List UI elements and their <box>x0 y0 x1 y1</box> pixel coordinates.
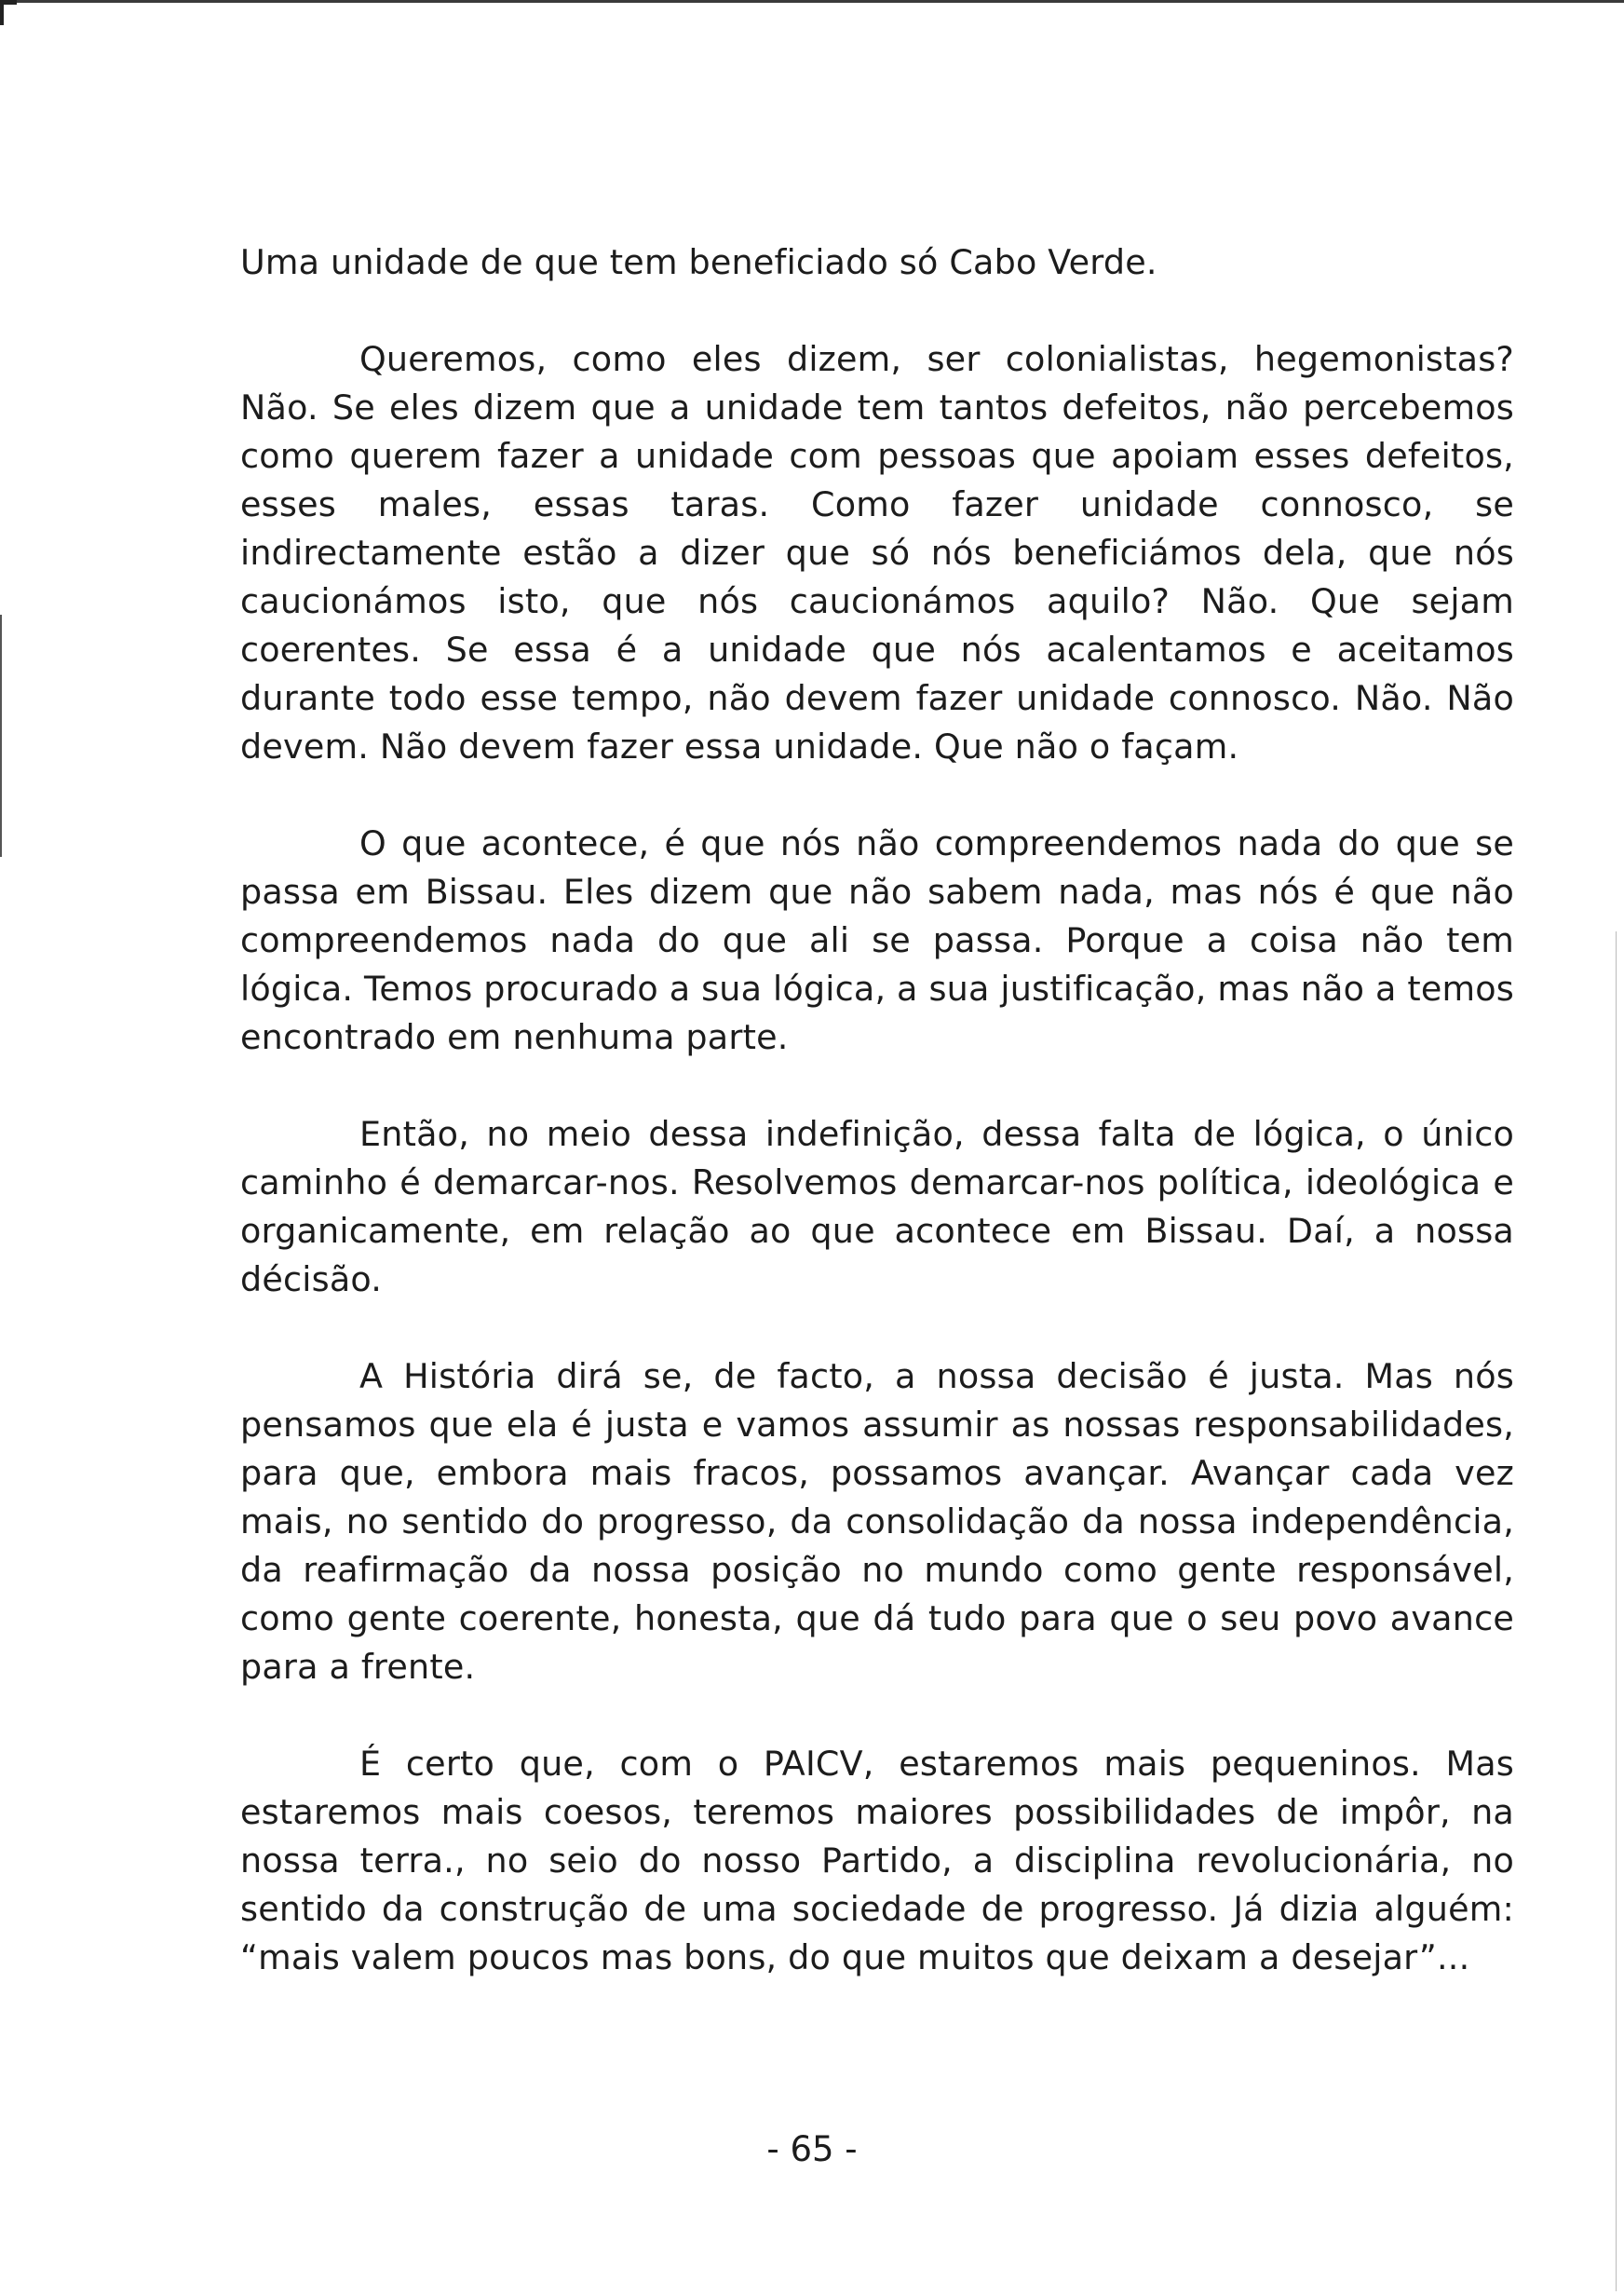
paragraph-6: É certo que, com o PAICV, estaremos mais pequeninos. Mas estaremos mais coesos, teremos maiores possibilidades de impôr, na nossa terra., no seio do nosso Partido, a disciplina revolucionária, no sentido da construção de uma sociedade de progresso. Já dizia alguém: “mais valem poucos mas bons, do que muitos que deixam a desejar”... <box>240 1744 1514 1977</box>
body-text <box>240 238 1514 2030</box>
scan-left-edge <box>0 615 2 857</box>
page-number: - 65 - <box>766 2129 858 2169</box>
scan-right-edge <box>1616 931 1617 2291</box>
paragraph-1: Uma unidade de que tem beneficiado só Cabo Verde. <box>240 242 1157 282</box>
paragraph-4: Então, no meio dessa indefinição, dessa falta de lógica, o único caminho é demarcar-nos. Resolvemos demarcar-nos política, ideológica e organicamente, em relação ao que acontece em Bissau. Daí, a nossa décisão. <box>240 1114 1514 1299</box>
paragraph-3: O que acontece, é que nós não compreendemos nada do que se passa em Bissau. Eles dizem que não sabem nada, mas nós é que não compreendemos nada do que ali se passa. Porque a coisa não tem lógica. Temos procurado a sua lógica, a sua justificação, mas não a temos encontrado em nenhuma parte. <box>240 823 1514 1057</box>
paragraph-2: Queremos, como eles dizem, ser colonialistas, hegemonistas? Não. Se eles dizem que a unidade tem tantos defeitos, não percebemos como querem fazer a unidade com pessoas que apoiam esses defeitos, esses males, essas taras. Como fazer unidade connosco, se indirectamente estão a dizer que só nós beneficiámos dela, que nós caucionámos isto, que nós caucionámos aquilo? Não. Que sejam coerentes. Se essa é a unidade que nós acalentamos e aceitamos durante todo esse tempo, não devem fazer unidade connosco. Não. Não devem. Não devem fazer essa unidade. Que não o façam. <box>240 339 1514 767</box>
scan-top-edge <box>0 0 1624 3</box>
scan-corner-mark <box>0 0 17 25</box>
paragraph-5: A História dirá se, de facto, a nossa decisão é justa. Mas nós pensamos que ela é justa e vamos assumir as nossas responsabilidades, para que, embora mais fracos, possamos avançar. Avançar cada vez mais, no sentido do progresso, da consolidação da nossa independência, da reafirmação da nossa posição no mundo como gente responsável, como gente coerente, honesta, que dá tudo para que o seu povo avance para a frente. <box>240 1356 1514 1687</box>
